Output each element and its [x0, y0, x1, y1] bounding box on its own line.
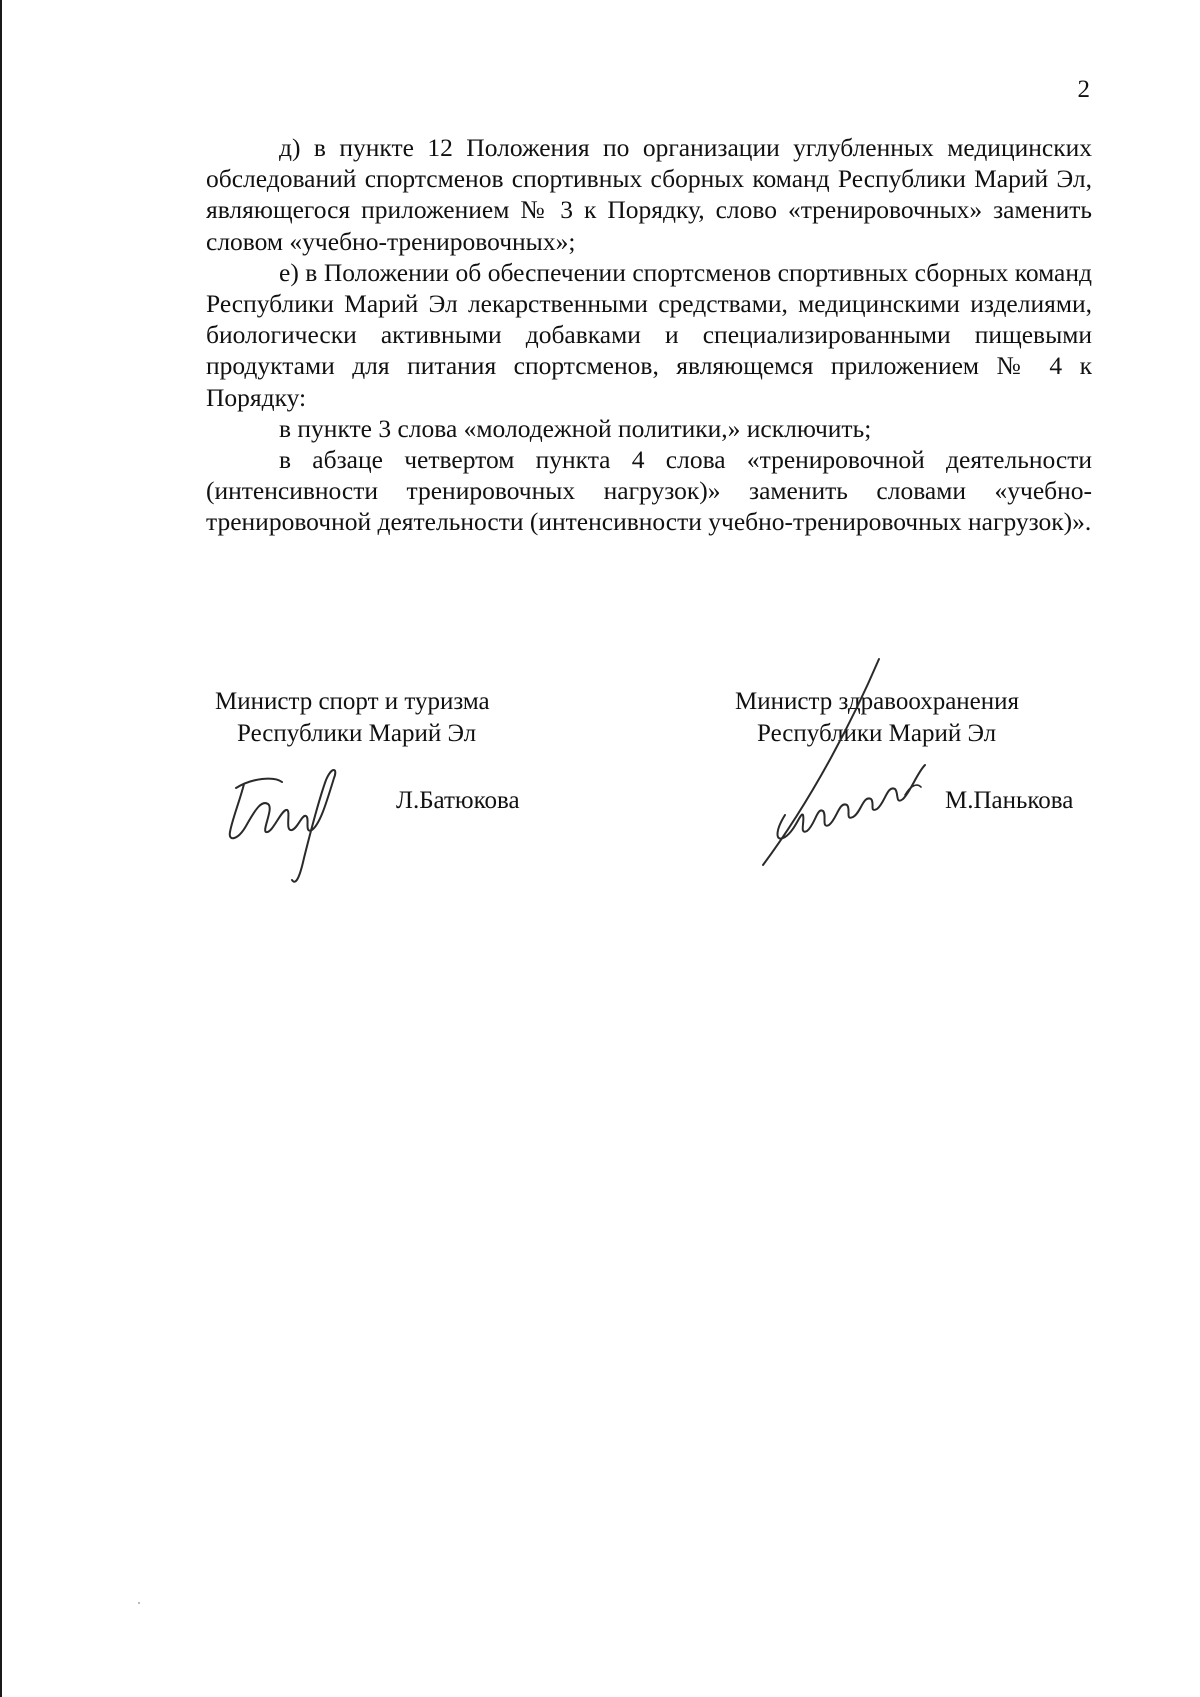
- signatory-left-region: Республики Марий Эл: [237, 720, 477, 747]
- signatory-right-name: М.Панькова: [945, 787, 1074, 814]
- signatory-right-position: Министр здравоохранения: [735, 688, 1020, 715]
- paragraph-point-4: в абзаце четвертом пункта 4 слова «тренировочной деятельности (интенсивности тренировочных нагрузок)» заменить словами «учебно-тренировочной деятельности (интенсивности учебно-тренировочных нагрузок)».: [206, 445, 1092, 537]
- signatory-left-name: Л.Батюкова: [396, 787, 520, 814]
- signatory-left-title: [215, 686, 490, 750]
- page-number: 2: [1077, 76, 1090, 103]
- signature-right-icon: [755, 655, 945, 875]
- document-body: [206, 132, 1092, 538]
- signature-left-icon: [222, 760, 352, 890]
- paragraph-point-3: в пункте 3 слова «молодежной политики,» исключить;: [279, 413, 872, 443]
- scan-edge-line: [0, 0, 2, 1697]
- signatory-right-region: Республики Марий Эл: [757, 720, 997, 747]
- paragraph-e: е) в Положении об обеспечении спортсменов спортивных сборных команд Республики Марий Эл лекарственными средствами, медицинскими изделиями, биологически активными добавками и специализированными пищевыми продуктами для питания спортсменов, являющемся приложением № 4 к Порядку:: [206, 257, 1092, 412]
- scan-artifact: [138, 1602, 140, 1604]
- paragraph-d: д) в пункте 12 Положения по организации углубленных медицинских обследований спортсменов спортивных сборных команд Республики Марий Эл, являющегося приложением № 3 к Порядку, слово «тренировочных» заменить словом «учебно-тренировочных»;: [206, 133, 1092, 256]
- signatory-left-position: Министр спорт и туризма: [215, 688, 490, 715]
